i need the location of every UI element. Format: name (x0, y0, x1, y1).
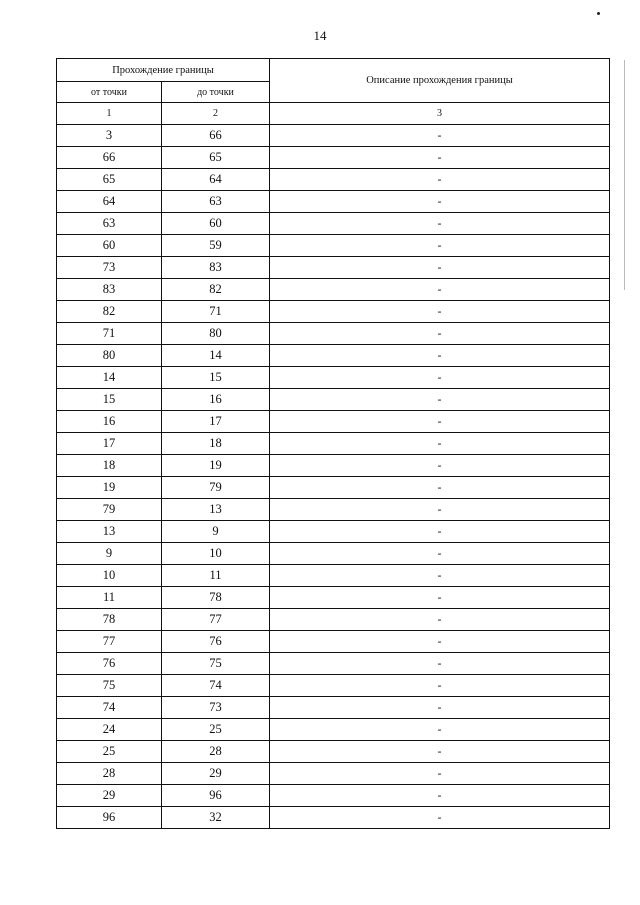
table-row (57, 719, 610, 741)
description-cell: - (270, 279, 610, 301)
to-point-cell: 28 (162, 741, 270, 763)
from-point-cell: 11 (57, 587, 162, 609)
description-cell: - (270, 147, 610, 169)
description-cell: - (270, 653, 610, 675)
description-cell: - (270, 521, 610, 543)
from-point-cell: 80 (57, 345, 162, 367)
from-point-cell: 83 (57, 279, 162, 301)
from-point-cell: 3 (57, 125, 162, 147)
to-point-cell: 17 (162, 411, 270, 433)
to-point-cell: 25 (162, 719, 270, 741)
from-point-cell: 79 (57, 499, 162, 521)
description-cell: - (270, 301, 610, 323)
description-header: Описание прохождения границы (270, 59, 610, 103)
to-point-cell: 74 (162, 675, 270, 697)
table-row (57, 565, 610, 587)
table-body (57, 125, 610, 829)
description-cell: - (270, 389, 610, 411)
description-cell: - (270, 741, 610, 763)
table-header (57, 59, 610, 125)
to-point-cell: 71 (162, 301, 270, 323)
table-row (57, 631, 610, 653)
to-point-cell: 29 (162, 763, 270, 785)
description-cell: - (270, 785, 610, 807)
from-point-cell: 73 (57, 257, 162, 279)
to-point-cell: 13 (162, 499, 270, 521)
to-point-cell: 78 (162, 587, 270, 609)
description-cell: - (270, 807, 610, 829)
table-row (57, 455, 610, 477)
table-row (57, 367, 610, 389)
to-point-cell: 82 (162, 279, 270, 301)
to-point-cell: 10 (162, 543, 270, 565)
from-point-cell: 14 (57, 367, 162, 389)
description-cell: - (270, 499, 610, 521)
to-point-cell: 14 (162, 345, 270, 367)
to-point-cell: 11 (162, 565, 270, 587)
from-point-cell: 10 (57, 565, 162, 587)
from-point-cell: 76 (57, 653, 162, 675)
to-point-cell: 83 (162, 257, 270, 279)
to-point-cell: 76 (162, 631, 270, 653)
to-point-cell: 15 (162, 367, 270, 389)
description-cell: - (270, 763, 610, 785)
column-number-2: 2 (162, 103, 270, 125)
from-point-cell: 9 (57, 543, 162, 565)
from-point-cell: 78 (57, 609, 162, 631)
table-row (57, 323, 610, 345)
table-row (57, 587, 610, 609)
from-point-cell: 63 (57, 213, 162, 235)
description-cell: - (270, 411, 610, 433)
to-point-cell: 96 (162, 785, 270, 807)
table-row (57, 213, 610, 235)
table-row (57, 301, 610, 323)
table-row (57, 169, 610, 191)
description-cell: - (270, 213, 610, 235)
description-cell: - (270, 675, 610, 697)
to-point-cell: 66 (162, 125, 270, 147)
description-cell: - (270, 455, 610, 477)
to-point-cell: 19 (162, 455, 270, 477)
to-point-cell: 60 (162, 213, 270, 235)
description-cell: - (270, 631, 610, 653)
table-row (57, 741, 610, 763)
page-number: 14 (313, 28, 327, 43)
table-row (57, 499, 610, 521)
description-cell: - (270, 367, 610, 389)
description-cell: - (270, 125, 610, 147)
table-row (57, 235, 610, 257)
to-point-cell: 77 (162, 609, 270, 631)
table-row (57, 279, 610, 301)
description-cell: - (270, 433, 610, 455)
to-point-header: до точки (162, 82, 270, 103)
table-row (57, 147, 610, 169)
table-row (57, 807, 610, 829)
from-point-cell: 60 (57, 235, 162, 257)
from-point-cell: 25 (57, 741, 162, 763)
description-cell: - (270, 543, 610, 565)
table-row (57, 675, 610, 697)
table-row (57, 389, 610, 411)
from-point-cell: 17 (57, 433, 162, 455)
table-row (57, 653, 610, 675)
table-row (57, 433, 610, 455)
description-cell: - (270, 345, 610, 367)
group-header: Прохождение границы (57, 59, 270, 82)
from-point-cell: 18 (57, 455, 162, 477)
to-point-cell: 73 (162, 697, 270, 719)
table-row (57, 257, 610, 279)
from-point-cell: 15 (57, 389, 162, 411)
from-point-cell: 19 (57, 477, 162, 499)
from-point-cell: 82 (57, 301, 162, 323)
column-number-1: 1 (57, 103, 162, 125)
from-point-cell: 64 (57, 191, 162, 213)
description-cell: - (270, 719, 610, 741)
table-row (57, 697, 610, 719)
table-row (57, 125, 610, 147)
from-point-cell: 16 (57, 411, 162, 433)
table-row (57, 521, 610, 543)
column-number-row (57, 103, 610, 125)
from-point-header: от точки (57, 82, 162, 103)
boundary-table (56, 58, 610, 829)
table-row (57, 345, 610, 367)
to-point-cell: 65 (162, 147, 270, 169)
from-point-cell: 65 (57, 169, 162, 191)
to-point-cell: 32 (162, 807, 270, 829)
from-point-cell: 28 (57, 763, 162, 785)
description-cell: - (270, 169, 610, 191)
table-row (57, 609, 610, 631)
from-point-cell: 24 (57, 719, 162, 741)
description-cell: - (270, 697, 610, 719)
to-point-cell: 16 (162, 389, 270, 411)
column-number-3: 3 (270, 103, 610, 125)
description-cell: - (270, 609, 610, 631)
to-point-cell: 64 (162, 169, 270, 191)
table-row (57, 191, 610, 213)
description-cell: - (270, 587, 610, 609)
description-cell: - (270, 565, 610, 587)
description-cell: - (270, 323, 610, 345)
from-point-cell: 77 (57, 631, 162, 653)
table-row (57, 543, 610, 565)
description-cell: - (270, 235, 610, 257)
table-row (57, 763, 610, 785)
to-point-cell: 59 (162, 235, 270, 257)
to-point-cell: 75 (162, 653, 270, 675)
to-point-cell: 79 (162, 477, 270, 499)
from-point-cell: 96 (57, 807, 162, 829)
from-point-cell: 71 (57, 323, 162, 345)
from-point-cell: 66 (57, 147, 162, 169)
to-point-cell: 18 (162, 433, 270, 455)
from-point-cell: 74 (57, 697, 162, 719)
to-point-cell: 80 (162, 323, 270, 345)
from-point-cell: 13 (57, 521, 162, 543)
table-row (57, 785, 610, 807)
from-point-cell: 29 (57, 785, 162, 807)
scan-edge-line (624, 60, 625, 290)
table-row (57, 477, 610, 499)
description-cell: - (270, 477, 610, 499)
table-row (57, 411, 610, 433)
to-point-cell: 63 (162, 191, 270, 213)
description-cell: - (270, 191, 610, 213)
description-cell: - (270, 257, 610, 279)
from-point-cell: 75 (57, 675, 162, 697)
scan-dot (597, 12, 600, 15)
to-point-cell: 9 (162, 521, 270, 543)
